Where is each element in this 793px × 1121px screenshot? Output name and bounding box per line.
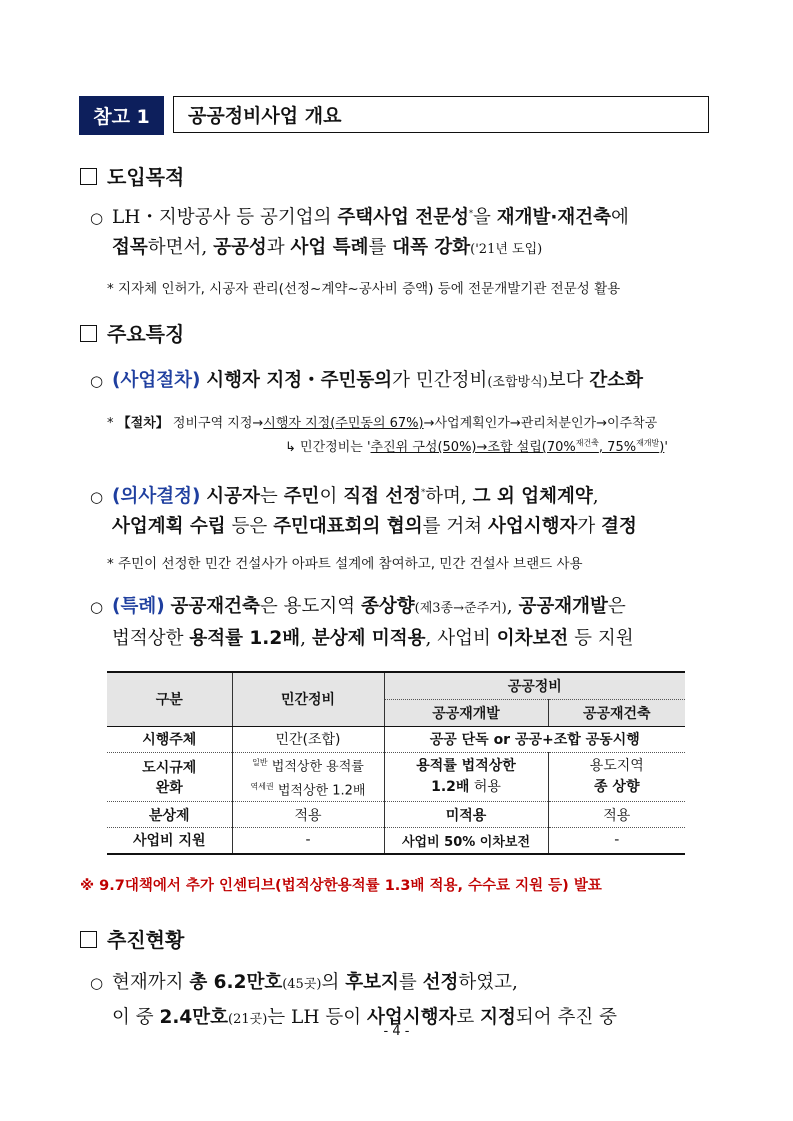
- incentive-notice: ※ 9.7대책에서 추가 인센티브(법적상한용적률 1.3배 적용, 수수료 지원 등) 발표: [80, 878, 602, 894]
- bullet-purpose: ○ LH・지방공사 등 공기업의 주택사업 전문성*을 재개발·재건축에 접목하면서, 공공성과 사업 특례를 대폭 강화('21년 도입): [90, 199, 629, 265]
- header-private: 민간정비: [232, 672, 384, 726]
- header-public: 공공정비: [384, 672, 685, 699]
- circle-bullet-icon: ○: [90, 209, 104, 228]
- section-heading-features: [80, 318, 184, 347]
- table-row: 도시규제 완화 $^{일반}$ 법적상한 용적률 $^{역세권}$ 법적상한 1.2배 용적률 법적상한 1.2배 허용 용도지역 종 상향: [107, 752, 685, 802]
- circle-bullet-icon: ○: [90, 372, 104, 390]
- circle-bullet-icon: ○: [90, 974, 104, 992]
- header-redev: 공공재개발: [384, 699, 548, 726]
- bullet-decision: ○ (의사결정) 시공자는 주민이 직접 선정*하며, 그 외 업체계약, 사업계획 수립 등은 주민대표회의 협의를 거쳐 사업시행자가 결정: [90, 478, 637, 542]
- table-row: 분상제 적용 미적용 적용: [107, 802, 685, 828]
- checkbox-square-icon: [80, 168, 97, 185]
- bullet-status: ○ 현재까지 총 6.2만호(45곳)의 후보지를 선정하였고, 이 중 2.4만호(21곳)는 LH 등이 사업시행자로 지정되어 추진 중: [90, 966, 617, 1036]
- note-procedure: * 【절차】 정비구역 지정→시행자 지정(주민동의 67%)→사업계획인가→관리처분인가→이주착공: [107, 416, 658, 431]
- header-gubun: 구분: [107, 672, 232, 726]
- note-decision: * 주민이 선정한 민간 건설사가 아파트 설계에 참여하고, 민간 건설사 브랜드 사용: [107, 556, 583, 572]
- page-number: - 4 -: [383, 1024, 410, 1039]
- section-heading-purpose: [80, 161, 184, 190]
- section-heading-status: [80, 924, 184, 953]
- reference-badge: 참고 1: [79, 96, 164, 135]
- circle-bullet-icon: ○: [90, 598, 104, 616]
- checkbox-square-icon: [80, 931, 97, 948]
- section-title: 주요특징: [107, 322, 185, 346]
- section-title: 도입목적: [107, 165, 185, 189]
- circle-bullet-icon: ○: [90, 488, 104, 507]
- note-procedure-private: ↳ 민간정비는 '추진위 구성(50%)→조합 설립(70%$^{재건축}$, 75%$^{재개발}$)': [285, 438, 668, 455]
- page-title: 공공정비사업 개요: [173, 96, 709, 133]
- table-header-row: [107, 672, 685, 699]
- header-recon: 공공재건축: [548, 699, 685, 726]
- bullet-procedure: ○ (사업절차) 시행자 지정・주민동의가 민간정비(조합방식)보다 간소화: [90, 366, 643, 398]
- table-row: 사업비 지원 - 사업비 50% 이차보전 -: [107, 828, 685, 854]
- comparison-table: [107, 671, 685, 855]
- section-title: 추진현황: [107, 928, 185, 952]
- bullet-special: ○ (특례) 공공재건축은 용도지역 종상향(제3종→준주거), 공공재개발은 법적상한 용적률 1.2배, 분상제 미적용, 사업비 이차보전 등 지원: [90, 592, 634, 654]
- checkbox-square-icon: [80, 325, 97, 342]
- note-purpose: * 지자체 인허가, 시공자 관리(선정~계약~공사비 증액) 등에 전문개발기관 전문성 활용: [107, 281, 621, 297]
- table-row: 시행주체 민간(조합) 공공 단독 or 공공+조합 공동시행: [107, 726, 685, 752]
